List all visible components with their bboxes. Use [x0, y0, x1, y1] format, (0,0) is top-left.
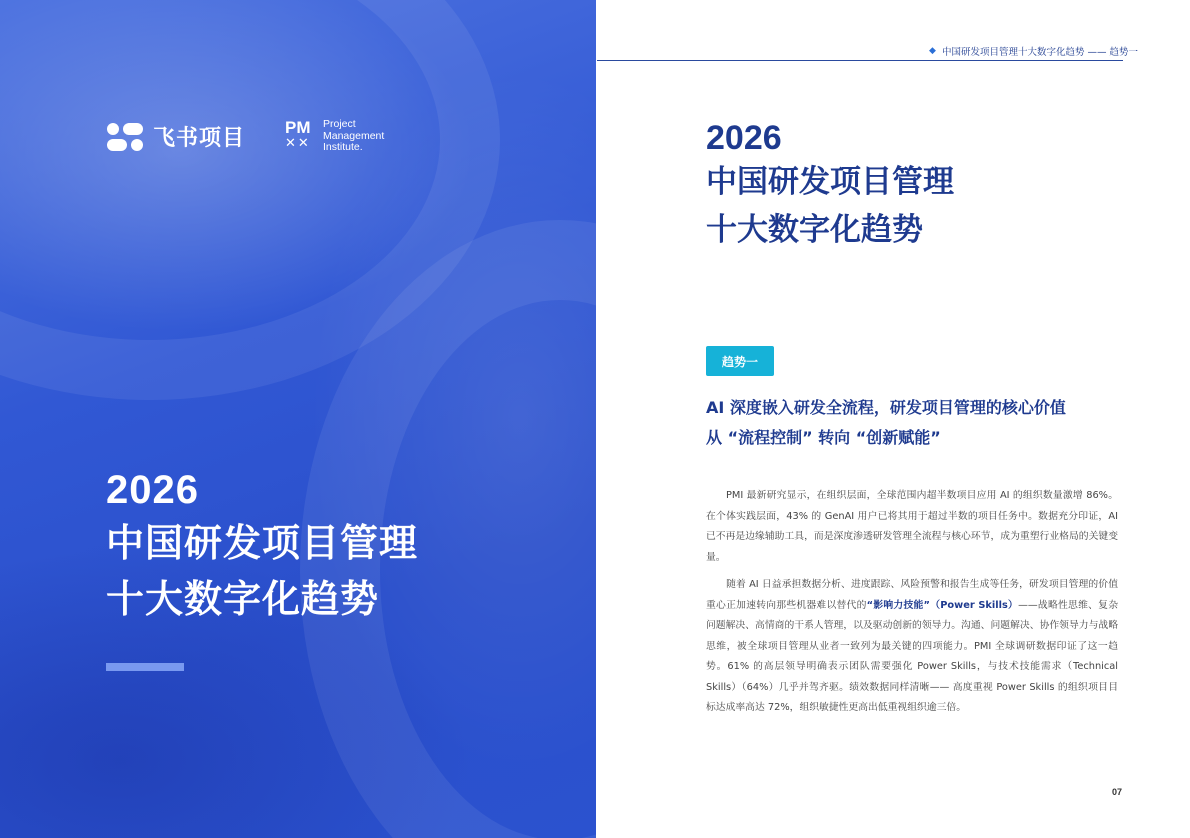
running-head-text: 中国研发项目管理十大数字化趋势 —— 趋势一: [941, 47, 1138, 58]
trend-subtitle: [706, 393, 1066, 453]
running-head: [929, 44, 1138, 58]
cover-title-year: 2026: [106, 468, 199, 512]
page-title-line1: 中国研发项目管理: [706, 164, 954, 200]
diamond-icon: ◆: [929, 46, 936, 56]
body-paragraph-2: 随着 AI 日益承担数据分析、进度跟踪、风险预警和报告生成等任务，研发项目管理的价值重心正加速转向那些机器难以替代的“影响力技能”（Power Skills）——战略性思维、复杂问题解决、高情商的干系人管理，以及驱动创新的领导力。沟通、问题解决、协作领导力与战略思维，被全球项目管理从业者一致列为最关键的四项能力。PMI 全球调研数据印证了这一趋势。61% 的高层领导明确表示团队需要强化 Power Skills，与技术技能需求（Technical Skills）（64%）几乎并驾齐驱。绩效数据同样清晰—— 高度重视 Power Skills 的组织项目目标达成率高达 72%，组织敏捷性更高出低重视组织逾三倍。: [706, 579, 1119, 713]
trend-subtitle-line1: AI 深度嵌入研发全流程，研发项目管理的核心价值: [706, 398, 1066, 417]
feishu-logo: [107, 121, 245, 152]
body-paragraph-1: PMI 最新研究显示，在组织层面，全球范围内超半数项目应用 AI 的组织数量激增 86%。在个体实践层面，43% 的 GenAI 用户已将其用于超过半数的项目任务中。数据充分印证，AI 已不再是边缘辅助工具，而是深度渗透研发管理全流程与核心环节，成为重塑行业格局的关键变量。: [706, 490, 1118, 563]
page-title-year: 2026: [706, 119, 782, 157]
trend-badge: 趋势一: [706, 346, 774, 376]
pmi-logo-text: Project Management Institute.: [323, 118, 385, 153]
pmi-mark-icon: PM ✕✕: [285, 118, 311, 151]
page-number: 07: [1111, 787, 1122, 797]
feishu-logo-text: 飞书项目: [153, 126, 246, 151]
trend-subtitle-line2: 从 “流程控制” 转向 “创新赋能”: [706, 428, 941, 447]
pmi-logo: [285, 119, 384, 154]
feishu-mark-icon: [107, 123, 143, 151]
header-rule: [597, 60, 1123, 61]
cover-title: [106, 465, 418, 627]
cover-title-line2: 十大数字化趋势: [106, 577, 380, 621]
page-title-line2: 十大数字化趋势: [706, 212, 923, 248]
power-skills-highlight: “影响力技能”（Power Skills）: [866, 599, 1019, 611]
page-title: [706, 118, 954, 254]
cover-accent-bar: [106, 663, 184, 671]
cover-title-line1: 中国研发项目管理: [106, 521, 419, 565]
